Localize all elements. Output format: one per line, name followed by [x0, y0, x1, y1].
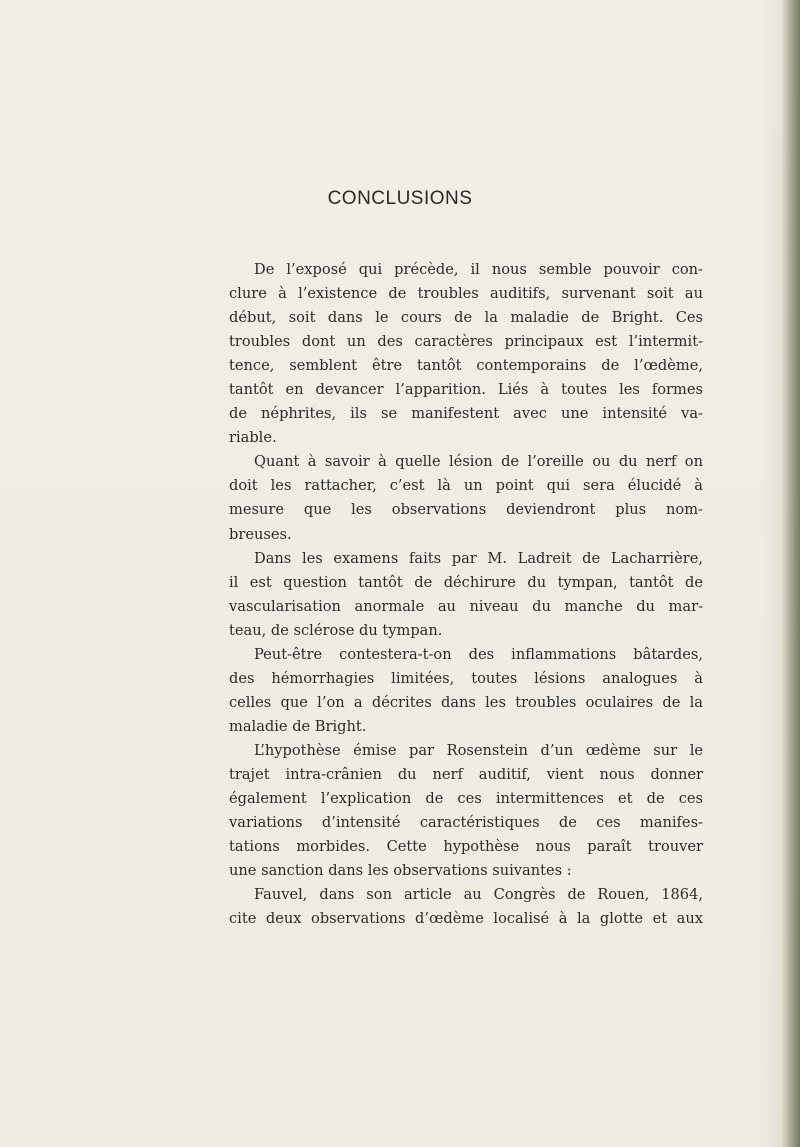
text-line: troubles dont un des caractères principaux est l’intermit- — [229, 333, 703, 351]
text-line: de néphrites, ils se manifestent avec une intensité va- — [229, 405, 703, 423]
text-line: tations morbides. Cette hypothèse nous paraît trouver — [229, 838, 703, 856]
text-line: clure à l’existence de troubles auditifs, survenant soit au — [229, 285, 703, 303]
text-line: tantôt en devancer l’apparition. Liés à toutes les formes — [229, 381, 703, 399]
text-line: cite deux observations d’œdème localisé à la glotte et aux — [229, 910, 703, 928]
text-line: doit les rattacher, c’est là un point qui sera élucidé à — [229, 477, 703, 495]
text-line: breuses. — [229, 525, 292, 543]
text-line: trajet intra-crânien du nerf auditif, vient nous donner — [229, 765, 703, 783]
text-line: teau, de sclérose du tympan. — [229, 621, 443, 639]
text-line: tence, semblent être tantôt contemporains de l’œdème, — [229, 357, 703, 375]
page-edge-shadow — [782, 0, 800, 1147]
text-line: maladie de Bright. — [229, 717, 367, 735]
text-line: il est question tantôt de déchirure du tympan, tantôt de — [229, 573, 703, 591]
text-line: celles que l’on a décrites dans les troubles oculaires de la — [229, 693, 703, 711]
text-line: De l’exposé qui précède, il nous semble pouvoir con- — [254, 261, 703, 278]
text-line: L’hypothèse émise par Rosenstein d’un œdème sur le — [254, 741, 703, 759]
text-line: Fauvel, dans son article au Congrès de Rouen, 1864, — [254, 886, 703, 904]
chapter-title: CONCLUSIONS — [327, 188, 473, 209]
text-line: des hémorrhagies limitées, toutes lésions analogues à — [229, 669, 703, 687]
text-line: Dans les examens faits par M. Ladreit de Lacharrière, — [254, 549, 703, 567]
text-line: vascularisation anormale au niveau du manche du mar- — [229, 597, 703, 615]
text-line: début, soit dans le cours de la maladie de Bright. Ces — [229, 309, 703, 327]
body-text — [229, 258, 703, 931]
text-line: variations d’intensité caractéristiques de ces manifes- — [229, 814, 703, 832]
text-line: Peut-être contestera-t-on des inflammations bâtardes, — [254, 645, 703, 663]
text-line: riable. — [229, 429, 277, 447]
text-line: mesure que les observations deviendront plus nom- — [229, 501, 703, 519]
text-line: une sanction dans les observations suivantes : — [229, 862, 572, 880]
text-line: Quant à savoir à quelle lésion de l’oreille ou du nerf on — [254, 453, 703, 471]
text-line: également l’explication de ces intermittences et de ces — [229, 790, 703, 808]
